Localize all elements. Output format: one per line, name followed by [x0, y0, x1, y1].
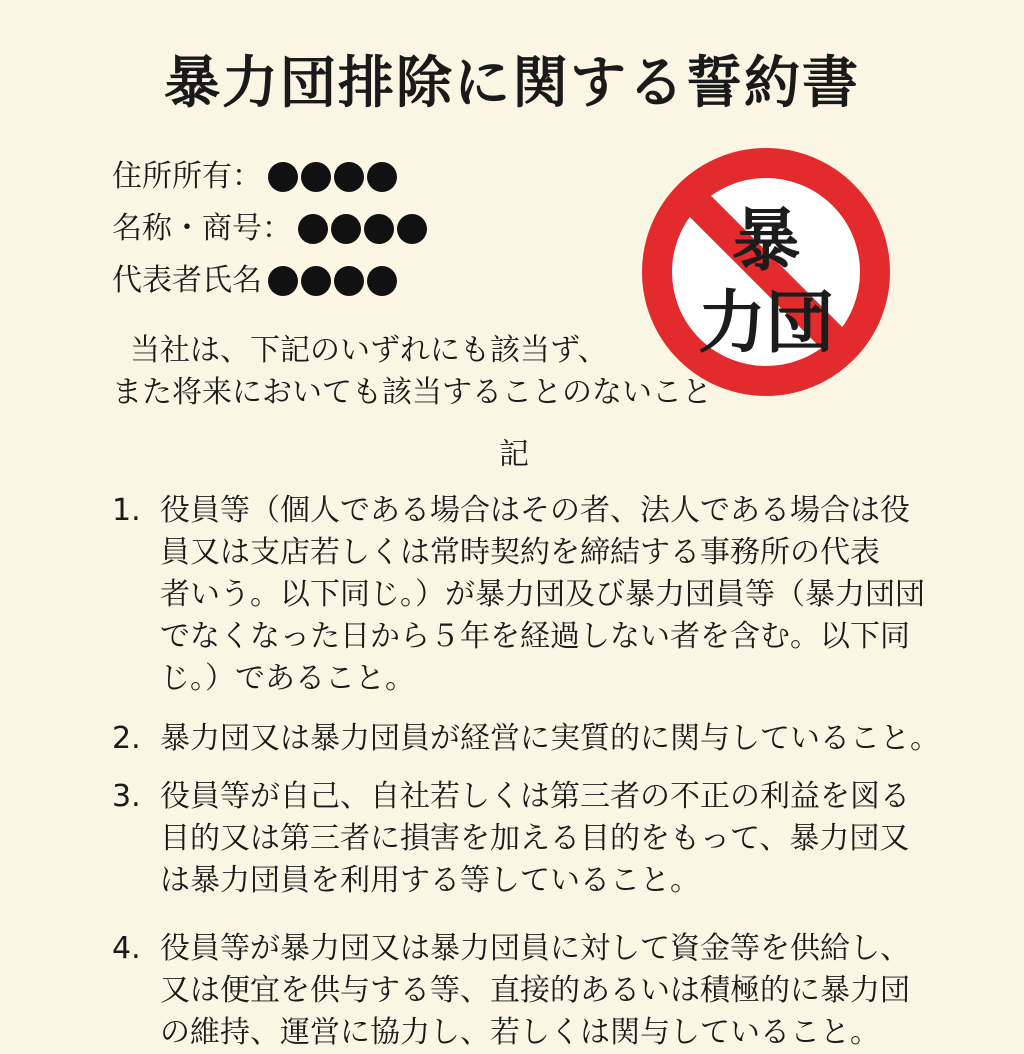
clause-number: 1.	[112, 493, 141, 528]
address-row	[112, 150, 430, 202]
sign-text-line2: 力団	[697, 284, 835, 363]
page-title: 暴力団排除に関する誓約書	[164, 51, 860, 116]
clause-item	[112, 718, 942, 760]
clause-number: 4.	[112, 931, 141, 966]
intro-line: 当社は、下記のいずれにも該当ず、	[130, 333, 608, 368]
intro-text	[112, 330, 712, 414]
clause-line: でなくなった日から５年を経過しない者を含む。以下同	[160, 619, 910, 654]
company-name-label: 名称・商号：	[112, 210, 292, 246]
clause-number: 3.	[112, 779, 141, 814]
clause-line: 役員等が自己、自社若しくは第三者の不正の利益を図る	[160, 779, 910, 814]
representative-row	[112, 254, 430, 306]
clause-line: は暴力団員を利用する等していること。	[160, 863, 700, 898]
clause-item	[112, 928, 942, 1054]
clause-line: 暴力団又は暴力団員が経営に実質的に関与していること。	[160, 721, 940, 756]
company-name-row	[112, 202, 430, 254]
address-label: 住所所有：	[112, 158, 262, 194]
ki-heading: 記	[499, 437, 529, 472]
intro-line: また将来においても該当することのないこと	[112, 375, 712, 410]
redacted-value	[298, 203, 430, 255]
clause-line: 員又は支店若しくは常時契約を締結する事務所の代表	[160, 535, 880, 570]
applicant-info	[112, 150, 430, 306]
clause-number: 2.	[112, 721, 141, 756]
clause-list	[112, 490, 942, 1054]
representative-label: 代表者氏名	[112, 262, 262, 298]
clause-line: 又は便宜を供与する等、直接的あるいは積極的に暴力団	[160, 973, 910, 1008]
clause-line: 役員等（個人である場合はその者、法人である場合は役	[160, 493, 910, 528]
clause-line: の維持、運営に協力し、若しくは関与していること。	[160, 1015, 880, 1050]
clause-item	[112, 490, 942, 700]
clause-line: じ。）であること。	[160, 661, 415, 696]
clause-item	[112, 776, 942, 902]
sign-text-line1: 暴	[731, 202, 801, 281]
clause-line: 者いう。以下同じ。）が暴力団及び暴力団員等（暴力団団	[160, 577, 925, 612]
redacted-value	[268, 255, 400, 307]
clause-line: 目的又は第三者に損害を加える目的をもって、暴力団又	[160, 821, 910, 856]
redacted-value	[268, 151, 400, 203]
clause-line: 役員等が暴力団又は暴力団員に対して資金等を供給し、	[160, 931, 910, 966]
